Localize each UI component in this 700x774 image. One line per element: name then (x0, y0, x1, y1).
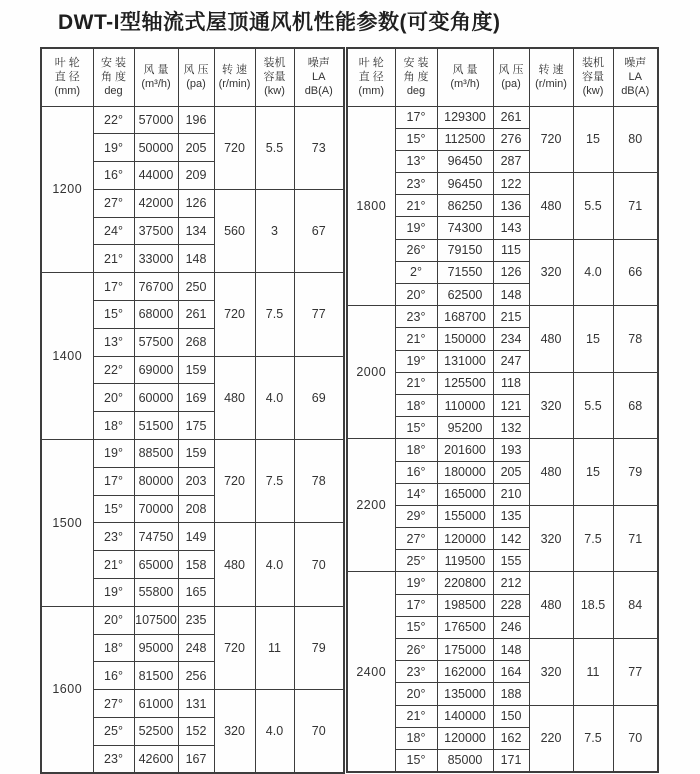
pressure-cell: 165 (178, 579, 214, 607)
volume-cell: 162000 (437, 661, 493, 683)
col-header-angle-line: deg (406, 85, 426, 98)
angle-cell: 15° (395, 128, 437, 150)
volume-cell: 42600 (134, 745, 178, 773)
pressure-cell: 247 (493, 350, 529, 372)
angle-cell: 27° (93, 189, 134, 217)
volume-cell: 71550 (437, 261, 493, 283)
noise-cell: 78 (294, 440, 344, 523)
spec-table-left (40, 47, 345, 774)
pressure-cell: 118 (493, 372, 529, 394)
volume-cell: 198500 (437, 594, 493, 616)
angle-cell: 24° (93, 217, 134, 245)
volume-cell: 88500 (134, 440, 178, 468)
table-row (347, 306, 658, 328)
pressure-cell: 235 (178, 606, 214, 634)
angle-cell: 26° (395, 639, 437, 661)
volume-cell: 125500 (437, 372, 493, 394)
angle-cell: 19° (93, 440, 134, 468)
angle-cell: 17° (395, 106, 437, 128)
pressure-cell: 205 (178, 134, 214, 162)
speed-cell: 480 (529, 306, 573, 373)
pressure-cell: 148 (178, 245, 214, 273)
volume-cell: 95000 (134, 634, 178, 662)
table-row (41, 606, 344, 634)
pressure-cell: 196 (178, 106, 214, 134)
capacity-cell: 11 (255, 606, 294, 689)
pressure-cell: 148 (493, 639, 529, 661)
pressure-cell: 167 (178, 745, 214, 773)
col-header-noise-line: dB(A) (621, 85, 650, 98)
volume-cell: 74300 (437, 217, 493, 239)
angle-cell: 17° (395, 594, 437, 616)
angle-cell: 27° (395, 528, 437, 550)
angle-cell: 23° (93, 523, 134, 551)
angle-cell: 15° (93, 301, 134, 329)
pressure-cell: 159 (178, 356, 214, 384)
volume-cell: 96450 (437, 150, 493, 172)
table-header (347, 48, 658, 106)
angle-cell: 18° (395, 727, 437, 749)
speed-cell: 720 (214, 440, 255, 523)
volume-cell: 119500 (437, 550, 493, 572)
noise-cell: 79 (613, 439, 658, 506)
capacity-cell: 4.0 (255, 356, 294, 439)
capacity-cell: 3 (255, 189, 294, 272)
angle-cell: 17° (93, 273, 134, 301)
angle-cell: 16° (395, 461, 437, 483)
pressure-cell: 175 (178, 412, 214, 440)
col-header-noise-line: LA (312, 71, 326, 84)
col-header-speed-line: (r/min) (218, 78, 251, 91)
capacity-cell: 7.5 (255, 440, 294, 523)
speed-cell: 220 (529, 705, 573, 772)
col-header-angle-line: 安 装 (403, 56, 429, 69)
capacity-cell: 4.0 (255, 523, 294, 606)
col-header-angle-line: 安 装 (100, 56, 127, 69)
volume-cell: 120000 (437, 727, 493, 749)
col-header-noise (294, 48, 344, 106)
table-body (347, 106, 658, 772)
angle-cell: 22° (93, 106, 134, 134)
angle-cell: 16° (93, 162, 134, 190)
capacity-cell: 11 (573, 639, 613, 706)
pressure-cell: 171 (493, 749, 529, 772)
angle-cell: 23° (93, 745, 134, 773)
angle-cell: 23° (395, 306, 437, 328)
angle-cell: 21° (395, 372, 437, 394)
noise-cell: 71 (613, 505, 658, 572)
col-header-angle-line: deg (104, 85, 123, 98)
pressure-cell: 152 (178, 718, 214, 746)
volume-cell: 135000 (437, 683, 493, 705)
col-header-speed-line: 转 速 (221, 63, 248, 76)
noise-cell: 73 (294, 106, 344, 189)
volume-cell: 76700 (134, 273, 178, 301)
table-row (41, 106, 344, 134)
noise-cell: 70 (294, 690, 344, 773)
volume-cell: 81500 (134, 662, 178, 690)
table-body (41, 106, 344, 773)
angle-cell: 19° (93, 134, 134, 162)
volume-cell: 96450 (437, 173, 493, 195)
angle-cell: 14° (395, 483, 437, 505)
capacity-cell: 18.5 (573, 572, 613, 639)
angle-cell: 16° (93, 662, 134, 690)
angle-cell: 18° (395, 394, 437, 416)
noise-cell: 78 (613, 306, 658, 373)
angle-cell: 21° (395, 195, 437, 217)
volume-cell: 95200 (437, 417, 493, 439)
page-title: DWT-I型轴流式屋顶通风机性能参数(可变角度) (58, 11, 501, 34)
col-header-volume-line: 风 量 (143, 63, 169, 76)
volume-cell: 85000 (437, 749, 493, 772)
capacity-cell: 4.0 (255, 690, 294, 773)
speed-cell: 720 (529, 106, 573, 173)
speed-cell: 320 (529, 239, 573, 306)
diameter-cell: 1400 (41, 273, 93, 440)
pressure-cell: 228 (493, 594, 529, 616)
pressure-cell: 256 (178, 662, 214, 690)
pressure-cell: 121 (493, 394, 529, 416)
col-header-diameter-line: (mm) (358, 85, 385, 98)
volume-cell: 86250 (437, 195, 493, 217)
col-header-pressure-line: (pa) (501, 78, 521, 91)
volume-cell: 176500 (437, 616, 493, 638)
volume-cell: 74750 (134, 523, 178, 551)
col-header-angle (395, 48, 437, 106)
table-header (41, 48, 344, 106)
col-header-diameter-line: 叶 轮 (54, 56, 80, 69)
capacity-cell: 15 (573, 439, 613, 506)
speed-cell: 480 (214, 356, 255, 439)
pressure-cell: 162 (493, 727, 529, 749)
diameter-cell: 1800 (347, 106, 395, 306)
pressure-cell: 135 (493, 505, 529, 527)
volume-cell: 69000 (134, 356, 178, 384)
angle-cell: 21° (395, 705, 437, 727)
table-row (347, 106, 658, 128)
col-header-capacity-line: 容量 (582, 71, 604, 84)
table-row (347, 439, 658, 461)
speed-cell: 480 (529, 173, 573, 240)
volume-cell: 79150 (437, 239, 493, 261)
volume-cell: 175000 (437, 639, 493, 661)
angle-cell: 15° (93, 495, 134, 523)
pressure-cell: 234 (493, 328, 529, 350)
pressure-cell: 158 (178, 551, 214, 579)
pressure-cell: 261 (178, 301, 214, 329)
volume-cell: 51500 (134, 412, 178, 440)
col-header-volume (134, 48, 178, 106)
col-header-diameter (41, 48, 93, 106)
col-header-speed-line: 转 速 (538, 63, 564, 76)
speed-cell: 320 (529, 639, 573, 706)
volume-cell: 62500 (437, 284, 493, 306)
col-header-capacity (573, 48, 613, 106)
angle-cell: 20° (395, 284, 437, 306)
speed-cell: 560 (214, 189, 255, 272)
pressure-cell: 209 (178, 162, 214, 190)
capacity-cell: 4.0 (573, 239, 613, 306)
angle-cell: 13° (395, 150, 437, 172)
angle-cell: 22° (93, 356, 134, 384)
col-header-capacity-line: (kw) (582, 85, 604, 98)
pressure-cell: 193 (493, 439, 529, 461)
col-header-speed (214, 48, 255, 106)
volume-cell: 180000 (437, 461, 493, 483)
volume-cell: 80000 (134, 467, 178, 495)
volume-cell: 68000 (134, 301, 178, 329)
speed-cell: 320 (529, 372, 573, 439)
pressure-cell: 261 (493, 106, 529, 128)
volume-cell: 131000 (437, 350, 493, 372)
col-header-pressure-line: 风 压 (183, 63, 209, 76)
noise-cell: 66 (613, 239, 658, 306)
pressure-cell: 276 (493, 128, 529, 150)
volume-cell: 120000 (437, 528, 493, 550)
diameter-cell: 2000 (347, 306, 395, 439)
col-header-noise (613, 48, 658, 106)
capacity-cell: 5.5 (573, 372, 613, 439)
pressure-cell: 212 (493, 572, 529, 594)
pressure-cell: 287 (493, 150, 529, 172)
volume-cell: 55800 (134, 579, 178, 607)
col-header-angle-line: 角 度 (403, 71, 429, 84)
volume-cell: 42000 (134, 189, 178, 217)
volume-cell: 165000 (437, 483, 493, 505)
diameter-cell: 1500 (41, 440, 93, 607)
pressure-cell: 148 (493, 284, 529, 306)
angle-cell: 25° (395, 550, 437, 572)
volume-cell: 33000 (134, 245, 178, 273)
angle-cell: 21° (395, 328, 437, 350)
col-header-capacity-line: 装机 (263, 56, 286, 69)
diameter-cell: 1600 (41, 606, 93, 773)
pressure-cell: 131 (178, 690, 214, 718)
pressure-cell: 246 (493, 616, 529, 638)
angle-cell: 29° (395, 505, 437, 527)
angle-cell: 18° (93, 634, 134, 662)
pressure-cell: 215 (493, 306, 529, 328)
col-header-angle (93, 48, 134, 106)
volume-cell: 150000 (437, 328, 493, 350)
pressure-cell: 208 (178, 495, 214, 523)
volume-cell: 110000 (437, 394, 493, 416)
pressure-cell: 268 (178, 328, 214, 356)
noise-cell: 71 (613, 173, 658, 240)
pressure-cell: 248 (178, 634, 214, 662)
pressure-cell: 150 (493, 705, 529, 727)
capacity-cell: 15 (573, 106, 613, 173)
angle-cell: 23° (395, 173, 437, 195)
angle-cell: 19° (93, 579, 134, 607)
speed-cell: 480 (529, 572, 573, 639)
noise-cell: 69 (294, 356, 344, 439)
col-header-volume (437, 48, 493, 106)
volume-cell: 44000 (134, 162, 178, 190)
pressure-cell: 169 (178, 384, 214, 412)
pressure-cell: 205 (493, 461, 529, 483)
angle-cell: 2° (395, 261, 437, 283)
speed-cell: 720 (214, 606, 255, 689)
capacity-cell: 5.5 (255, 106, 294, 189)
noise-cell: 70 (294, 523, 344, 606)
pressure-cell: 143 (493, 217, 529, 239)
pressure-cell: 115 (493, 239, 529, 261)
pressure-cell: 132 (493, 417, 529, 439)
volume-cell: 57500 (134, 328, 178, 356)
angle-cell: 18° (395, 439, 437, 461)
noise-cell: 68 (613, 372, 658, 439)
col-header-pressure-line: (pa) (186, 78, 206, 91)
volume-cell: 107500 (134, 606, 178, 634)
pressure-cell: 126 (493, 261, 529, 283)
speed-cell: 480 (214, 523, 255, 606)
angle-cell: 25° (93, 718, 134, 746)
pressure-cell: 136 (493, 195, 529, 217)
angle-cell: 19° (395, 572, 437, 594)
capacity-cell: 7.5 (573, 505, 613, 572)
speed-cell: 320 (529, 505, 573, 572)
speed-cell: 720 (214, 106, 255, 189)
col-header-noise-line: 噪声 (307, 56, 330, 69)
spec-table-right (346, 47, 659, 773)
angle-cell: 20° (93, 384, 134, 412)
pressure-cell: 134 (178, 217, 214, 245)
noise-cell: 77 (294, 273, 344, 356)
volume-cell: 220800 (437, 572, 493, 594)
volume-cell: 140000 (437, 705, 493, 727)
col-header-diameter-line: 叶 轮 (358, 56, 384, 69)
volume-cell: 112500 (437, 128, 493, 150)
pressure-cell: 203 (178, 467, 214, 495)
capacity-cell: 7.5 (255, 273, 294, 356)
pressure-cell: 155 (493, 550, 529, 572)
angle-cell: 15° (395, 749, 437, 772)
col-header-capacity-line: 装机 (582, 56, 604, 69)
col-header-noise-line: 噪声 (624, 56, 647, 69)
capacity-cell: 15 (573, 306, 613, 373)
col-header-noise-line: dB(A) (304, 85, 333, 98)
noise-cell: 67 (294, 189, 344, 272)
diameter-cell: 2200 (347, 439, 395, 572)
pressure-cell: 149 (178, 523, 214, 551)
speed-cell: 480 (529, 439, 573, 506)
angle-cell: 21° (93, 551, 134, 579)
col-header-capacity (255, 48, 294, 106)
col-header-speed (529, 48, 573, 106)
col-header-pressure (178, 48, 214, 106)
pressure-cell: 142 (493, 528, 529, 550)
angle-cell: 13° (93, 328, 134, 356)
volume-cell: 129300 (437, 106, 493, 128)
angle-cell: 19° (395, 350, 437, 372)
col-header-diameter-line: (mm) (54, 85, 81, 98)
angle-cell: 27° (93, 690, 134, 718)
table-row (41, 273, 344, 301)
volume-cell: 60000 (134, 384, 178, 412)
pressure-cell: 122 (493, 173, 529, 195)
col-header-noise-line: LA (628, 71, 642, 84)
angle-cell: 20° (395, 683, 437, 705)
col-header-capacity-line: (kw) (264, 85, 285, 98)
col-header-diameter-line: 直 径 (358, 71, 384, 84)
diameter-cell: 1200 (41, 106, 93, 273)
col-header-pressure (493, 48, 529, 106)
volume-cell: 201600 (437, 439, 493, 461)
angle-cell: 17° (93, 467, 134, 495)
pressure-cell: 188 (493, 683, 529, 705)
angle-cell: 15° (395, 417, 437, 439)
volume-cell: 52500 (134, 718, 178, 746)
noise-cell: 79 (294, 606, 344, 689)
header-row (347, 48, 658, 106)
capacity-cell: 7.5 (573, 705, 613, 772)
pressure-cell: 164 (493, 661, 529, 683)
col-header-volume-line: 风 量 (452, 63, 478, 76)
noise-cell: 80 (613, 106, 658, 173)
col-header-angle-line: 角 度 (100, 71, 127, 84)
angle-cell: 21° (93, 245, 134, 273)
angle-cell: 23° (395, 661, 437, 683)
capacity-cell: 5.5 (573, 173, 613, 240)
angle-cell: 20° (93, 606, 134, 634)
pressure-cell: 250 (178, 273, 214, 301)
col-header-volume-line: (m³/h) (141, 78, 171, 91)
volume-cell: 61000 (134, 690, 178, 718)
volume-cell: 155000 (437, 505, 493, 527)
angle-cell: 18° (93, 412, 134, 440)
volume-cell: 50000 (134, 134, 178, 162)
table-row (41, 440, 344, 468)
angle-cell: 15° (395, 616, 437, 638)
col-header-speed-line: (r/min) (535, 78, 567, 91)
angle-cell: 19° (395, 217, 437, 239)
pressure-cell: 126 (178, 189, 214, 217)
pressure-cell: 159 (178, 440, 214, 468)
noise-cell: 70 (613, 705, 658, 772)
volume-cell: 65000 (134, 551, 178, 579)
noise-cell: 77 (613, 639, 658, 706)
col-header-diameter-line: 直 径 (54, 71, 80, 84)
col-header-pressure-line: 风 压 (498, 63, 524, 76)
pressure-cell: 210 (493, 483, 529, 505)
volume-cell: 168700 (437, 306, 493, 328)
speed-cell: 720 (214, 273, 255, 356)
diameter-cell: 2400 (347, 572, 395, 772)
header-row (41, 48, 344, 106)
volume-cell: 70000 (134, 495, 178, 523)
noise-cell: 84 (613, 572, 658, 639)
volume-cell: 57000 (134, 106, 178, 134)
col-header-volume-line: (m³/h) (450, 78, 480, 91)
col-header-capacity-line: 容量 (263, 71, 286, 84)
angle-cell: 26° (395, 239, 437, 261)
col-header-diameter (347, 48, 395, 106)
volume-cell: 37500 (134, 217, 178, 245)
speed-cell: 320 (214, 690, 255, 773)
table-row (347, 572, 658, 594)
